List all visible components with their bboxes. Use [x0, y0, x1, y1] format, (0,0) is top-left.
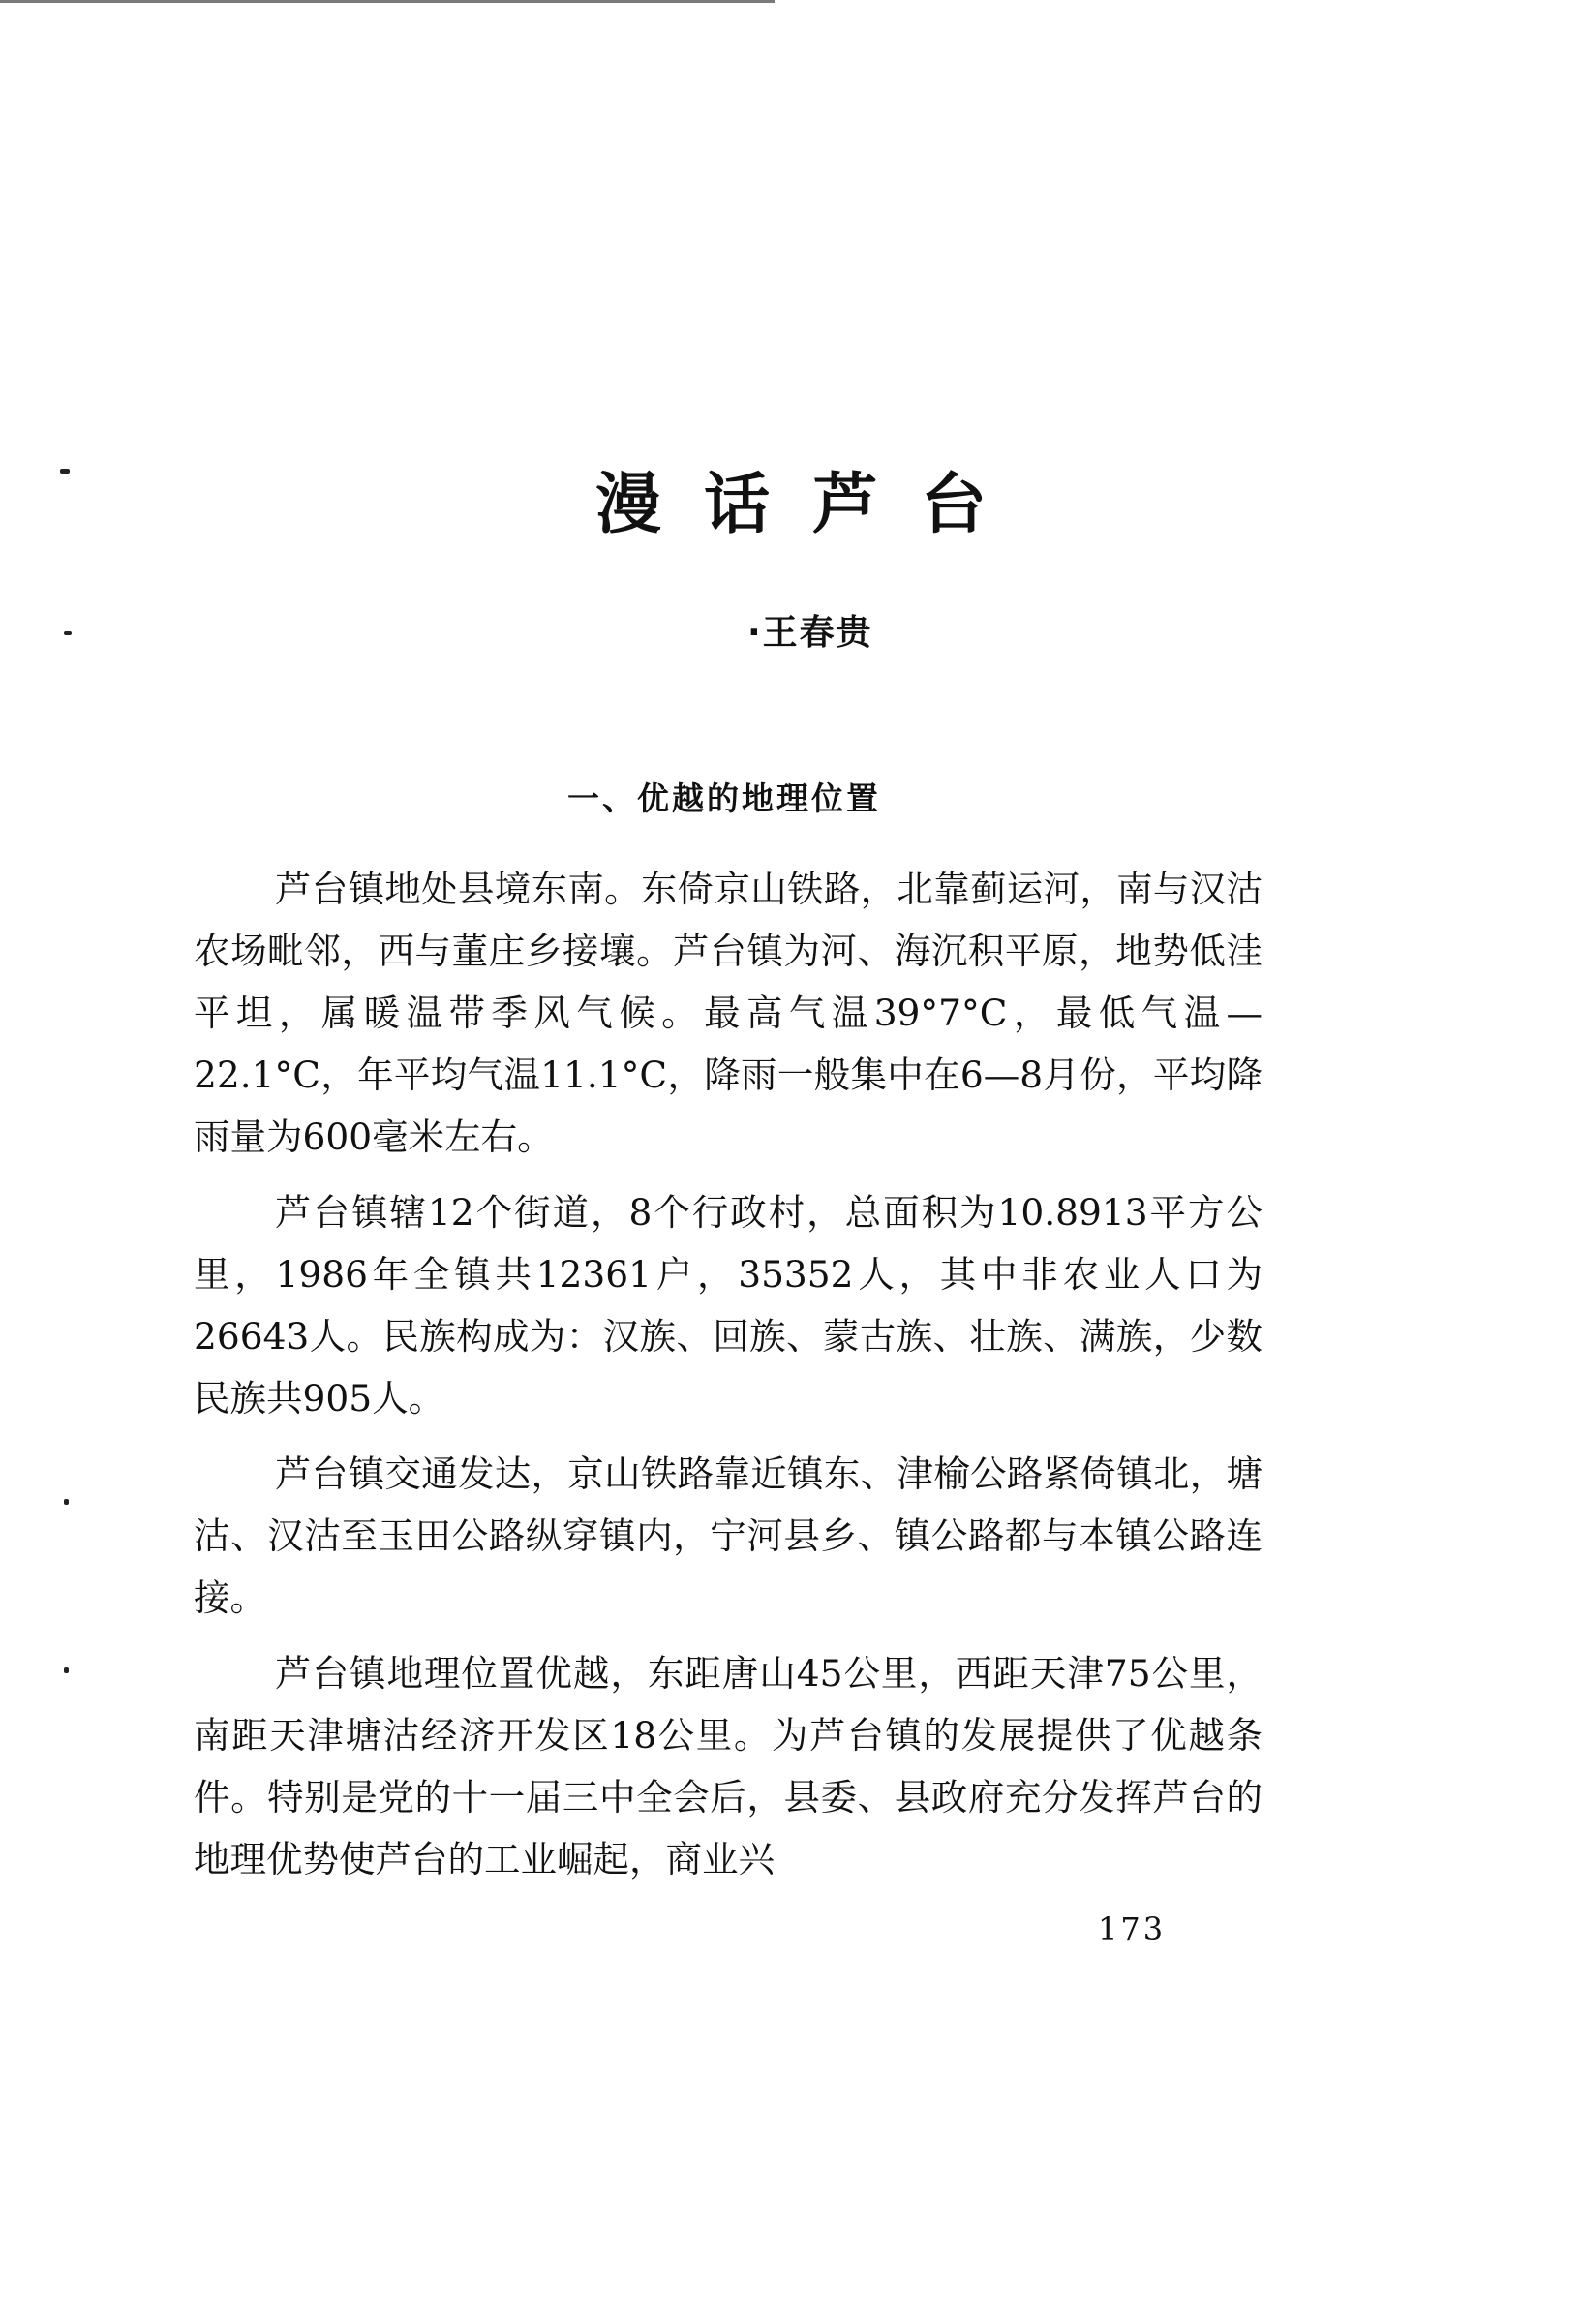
scan-speck [64, 1499, 69, 1505]
scan-speck [64, 631, 72, 635]
scan-edge-rule [0, 0, 775, 3]
page-number: 173 [1098, 1911, 1167, 1947]
section-heading: 一、优越的地理位置 [567, 780, 881, 817]
scan-speck [64, 1667, 69, 1673]
paragraph-population: 芦台镇辖12个街道，8个行政村，总面积为10.8913平方公里，1986年全镇共12361户，35352人，其中非农业人口为26643人。民族构成为：汉族、回族、蒙古族、壮族、满族，少数民族共905人。 [194, 1191, 1263, 1420]
paragraph-location-advantage: 芦台镇地理位置优越，东距唐山45公里，西距天津75公里，南距天津塘沽经济开发区18公里。为芦台镇的发展提供了优越条件。特别是党的十一届三中全会后，县委、县政府充分发挥芦台的地理优势使芦台的工业崛起，商业兴 [194, 1652, 1263, 1881]
article-body [194, 858, 1263, 1904]
paragraph-transport: 芦台镇交通发达，京山铁路靠近镇东、津榆公路紧倚镇北，塘沽、汉沽至玉田公路纵穿镇内，宁河县乡、镇公路都与本镇公路连接。 [194, 1452, 1263, 1619]
author-byline: ·王春贵 [747, 613, 873, 653]
paragraph-geography: 芦台镇地处县境东南。东倚京山铁路，北靠蓟运河，南与汉沽农场毗邻，西与董庄乡接壤。芦台镇为河、海沉积平原，地势低洼平坦，属暖温带季风气候。最高气温39°7°C，最低气温—22.1°C，年平均气温11.1°C，降雨一般集中在6—8月份，平均降雨量为600毫米左右。 [194, 868, 1263, 1158]
page-title: 漫话芦台 [594, 467, 1029, 543]
